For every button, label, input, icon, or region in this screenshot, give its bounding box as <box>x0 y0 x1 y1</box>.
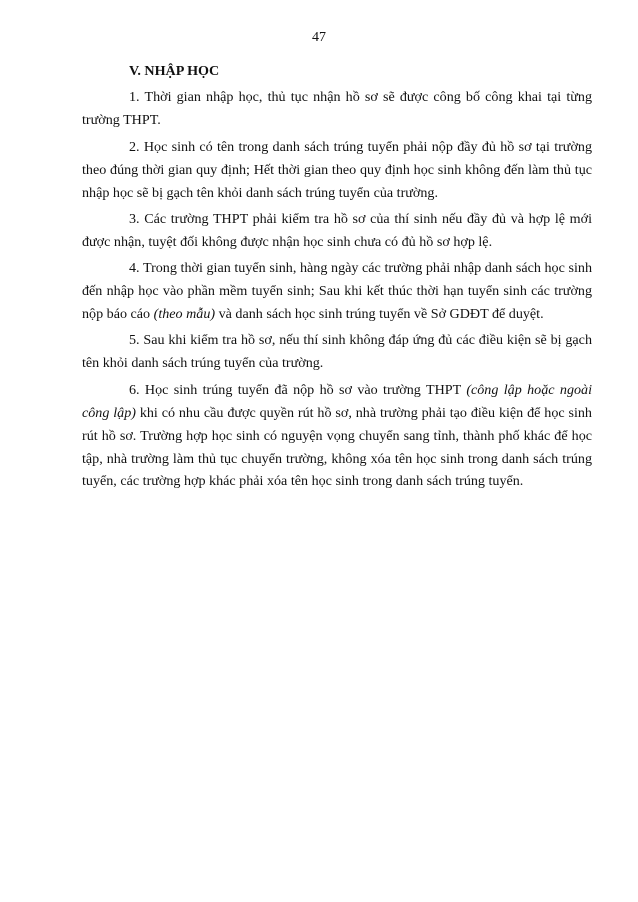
paragraph-6-text-end: khi có nhu cầu được quyền rút hồ sơ, nhà trường phải tạo điều kiện để học sinh rút hồ sơ. Trường hợp học sinh có nguyện vọng chuyển sang tỉnh, thành phố khác để học tập, nhà trường làm thủ tục chuyển trường, không xóa tên học sinh trong danh sách trúng tuyển, các trường hợp khác phải xóa tên học sinh trong danh sách trúng tuyển. <box>82 404 592 490</box>
paragraph-6 <box>82 379 592 494</box>
paragraph-5 <box>82 329 592 375</box>
paragraph-6-italic: (công lập hoặc ngoài công lập) <box>82 381 592 421</box>
paragraph-4-italic: (theo mẫu) <box>153 306 216 323</box>
paragraph-3-text: 3. Các trường THPT phải kiểm tra hồ sơ của thí sinh nếu đầy đủ và hợp lệ mới được nhận, tuyệt đối không được nhận học sinh chưa có đủ hồ sơ hợp lệ. <box>82 210 592 250</box>
paragraph-1 <box>82 86 592 132</box>
paragraph-2-text: 2. Học sinh có tên trong danh sách trúng tuyển phải nộp đầy đủ hồ sơ tại trường theo đúng thời gian quy định; Hết thời gian theo quy định học sinh không đến làm thủ tục nhập học sẽ bị gạch tên khỏi danh sách trúng tuyển của trường. <box>82 138 592 201</box>
paragraph-1-text: 1. Thời gian nhập học, thủ tục nhận hồ sơ sẽ được công bố công khai tại từng trường THPT. <box>82 89 592 129</box>
paragraph-6-text-start: 6. Học sinh trúng tuyển đã nộp hồ sơ vào trường THPT <box>129 381 467 398</box>
paragraph-4 <box>82 257 592 326</box>
paragraph-5-text: 5. Sau khi kiểm tra hồ sơ, nếu thí sinh không đáp ứng đủ các điều kiện sẽ bị gạch tên khỏi danh sách trúng tuyển của trường. <box>82 332 592 372</box>
section-heading: V. NHẬP HỌC <box>129 63 220 79</box>
paragraph-2 <box>82 136 592 205</box>
paragraph-4-text-start: 4. Trong thời gian tuyển sinh, hàng ngày các trường phải nhập danh sách học sinh đến nhập học vào phần mềm tuyển sinh; Sau khi kết thúc thời hạn tuyển sinh các trường nộp báo cáo <box>82 260 592 323</box>
paragraph-3 <box>82 208 592 254</box>
paragraph-4-text-end: và danh sách học sinh trúng tuyển về Sở GDĐT để duyệt. <box>215 306 544 323</box>
page-number: 47 <box>312 30 326 45</box>
document-body <box>82 60 592 497</box>
